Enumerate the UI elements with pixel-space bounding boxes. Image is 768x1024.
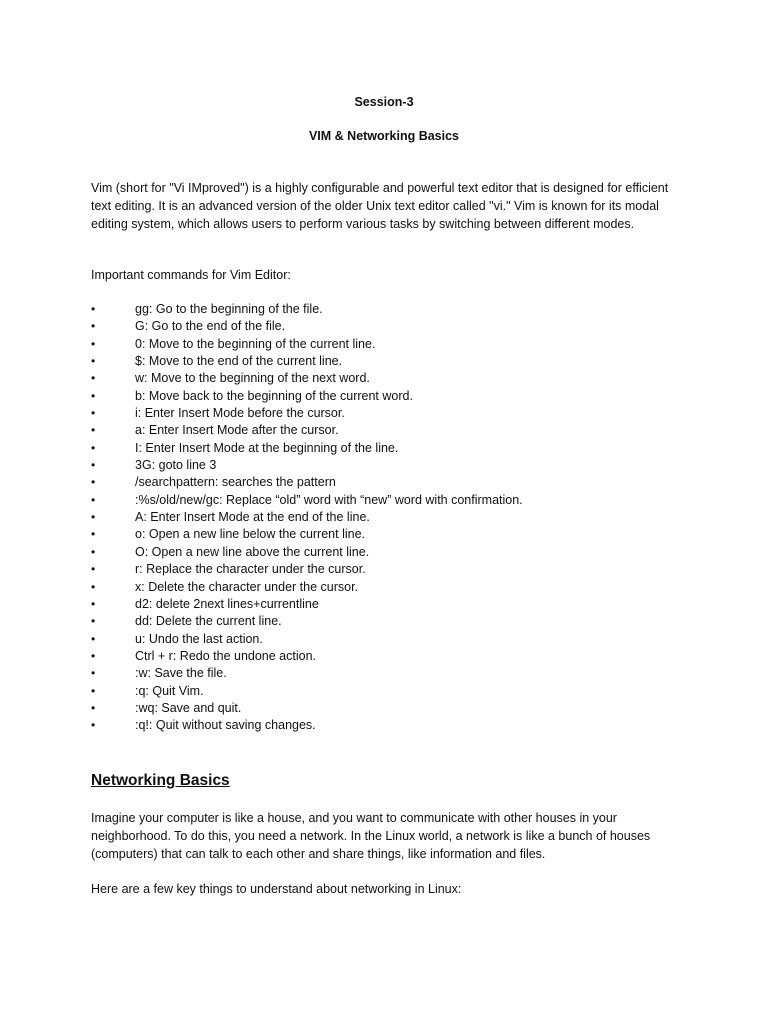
command-text: :wq: Save and quit. — [135, 700, 242, 715]
bullet-icon: • — [91, 544, 96, 559]
bullet-icon: • — [91, 406, 96, 421]
command-text: :q!: Quit without saving changes. — [135, 718, 316, 733]
bullet-icon: • — [91, 440, 96, 455]
command-text: d2: delete 2next lines+currentline — [135, 596, 319, 611]
command-text: O: Open a new line above the current line. — [135, 544, 370, 559]
document-subtitle: VIM & Networking Basics — [308, 129, 460, 143]
command-list-item — [91, 405, 711, 422]
command-text: w: Move to the beginning of the next word. — [135, 371, 370, 386]
command-list-item — [91, 596, 711, 613]
command-text: /searchpattern: searches the pattern — [135, 475, 336, 490]
command-list-item — [91, 631, 711, 648]
command-text: b: Move back to the beginning of the current word. — [135, 388, 413, 403]
bullet-icon: • — [91, 302, 96, 316]
bullet-icon: • — [91, 336, 96, 351]
bullet-icon: • — [91, 579, 96, 594]
command-list-item — [91, 457, 711, 474]
bullet-icon: • — [91, 510, 96, 525]
bullet-icon: • — [91, 596, 96, 611]
command-list-item — [91, 544, 711, 561]
bullet-icon: • — [91, 718, 96, 733]
bullet-icon: • — [91, 388, 96, 403]
bullet-icon: • — [91, 614, 96, 629]
commands-heading: Important commands for Vim Editor: — [91, 268, 291, 282]
bullet-icon: • — [91, 458, 96, 473]
command-text: A: Enter Insert Mode at the end of the line. — [135, 510, 370, 525]
command-text: dd: Delete the current line. — [135, 614, 282, 629]
command-list-item — [91, 561, 711, 578]
command-list-item — [91, 318, 711, 335]
networking-key-things: Here are a few key things to understand about networking in Linux: — [91, 882, 462, 896]
command-text: $: Move to the end of the current line. — [135, 354, 343, 369]
command-text: 0: Move to the beginning of the current line. — [135, 336, 376, 351]
bullet-icon: • — [91, 631, 96, 646]
bullet-icon: • — [91, 371, 96, 386]
bullet-icon: • — [91, 354, 96, 369]
command-list-item — [91, 301, 711, 318]
command-list-item — [91, 717, 711, 734]
bullet-icon: • — [91, 562, 96, 577]
command-text: a: Enter Insert Mode after the cursor. — [135, 423, 339, 438]
command-list-item — [91, 440, 711, 457]
command-list-item — [91, 683, 711, 700]
command-list-item — [91, 648, 711, 665]
command-list-item — [91, 474, 711, 491]
command-list-item — [91, 700, 711, 717]
command-text: gg: Go to the beginning of the file. — [135, 302, 323, 316]
command-text: :q: Quit Vim. — [135, 683, 204, 698]
command-text: i: Enter Insert Mode before the cursor. — [135, 406, 345, 421]
bullet-icon: • — [91, 648, 96, 663]
command-text: Ctrl + r: Redo the undone action. — [135, 648, 317, 663]
command-text: :w: Save the file. — [135, 666, 227, 681]
bullet-icon: • — [91, 475, 96, 490]
command-list-item — [91, 353, 711, 370]
command-text: u: Undo the last action. — [135, 631, 263, 646]
bullet-icon: • — [91, 683, 96, 698]
networking-paragraph: Imagine your computer is like a house, and you want to communicate with other houses in your neighborhood. To do this, you need a network. In the Linux world, a network is like a bunch of houses (computers) that can talk to each other and share things, like information and files. — [91, 811, 651, 861]
command-list-item — [91, 370, 711, 387]
bullet-icon: • — [91, 319, 96, 334]
command-list-item — [91, 509, 711, 526]
command-list-item — [91, 422, 711, 439]
command-list-item — [91, 336, 711, 353]
vim-commands-list — [91, 301, 711, 735]
command-text: :%s/old/new/gc: Replace “old” word with “new” word with confirmation. — [135, 492, 523, 507]
bullet-icon: • — [91, 700, 96, 715]
command-text: 3G: goto line 3 — [135, 458, 217, 473]
command-text: r: Replace the character under the cursor. — [135, 562, 366, 577]
networking-heading: Networking Basics — [91, 772, 230, 789]
bullet-icon: • — [91, 666, 96, 681]
command-list-item — [91, 613, 711, 630]
command-list-item — [91, 526, 711, 543]
intro-paragraph: Vim (short for "Vi IMproved") is a highly configurable and powerful text editor that is designed for efficient text editing. It is an advanced version of the older Unix text editor called "vi." Vim is known for its modal editing system, which allows users to perform various tasks by switching between different modes. — [91, 181, 669, 231]
command-list-item — [91, 665, 711, 682]
session-title: Session-3 — [354, 95, 414, 109]
command-text: o: Open a new line below the current line. — [135, 527, 365, 542]
bullet-icon: • — [91, 527, 96, 542]
bullet-icon: • — [91, 423, 96, 438]
command-list-item — [91, 388, 711, 405]
bullet-icon: • — [91, 492, 96, 507]
command-list-item — [91, 492, 711, 509]
command-text: I: Enter Insert Mode at the beginning of the line. — [135, 440, 399, 455]
command-text: x: Delete the character under the cursor. — [135, 579, 359, 594]
command-list-item — [91, 579, 711, 596]
command-text: G: Go to the end of the file. — [135, 319, 286, 334]
